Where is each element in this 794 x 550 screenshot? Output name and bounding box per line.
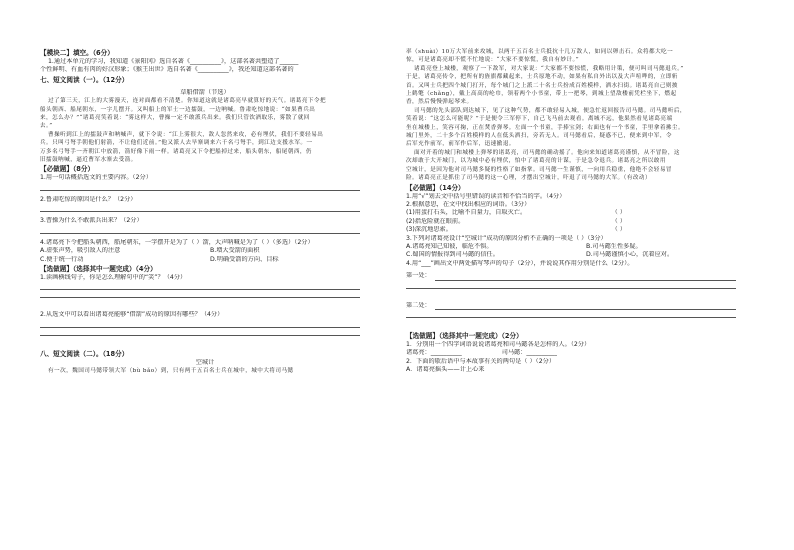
right-question-1: 1.用“√”划去文中括号里错误的读音和不恰当的字。（4分） [406, 192, 566, 200]
first-answer-row [406, 272, 736, 280]
optional-question-2: 2．下面的歇后语中与本故事有关的两句是（ ）（2分） [406, 357, 556, 365]
optional-question-1: 1．分别用一个四字词语说说诸葛亮和司马懿各是怎样的人。（2分） [406, 340, 591, 348]
second-answer-row [406, 302, 736, 310]
required2-title: 【必做题】（14分） [406, 183, 465, 192]
required1-title: 【必做题】（8分） [40, 165, 95, 174]
answer-line[interactable] [40, 211, 360, 212]
answer-line[interactable] [40, 233, 360, 234]
option-c[interactable]: C.蜀国的情报得到司马懿的信任。 [406, 251, 499, 259]
passage2-line: 城门里外，二十多个百姓模样的人在低头洒扫，旁若无人。司马懿看后，疑惑不已，便来到中军，令 [406, 133, 672, 140]
definition-text: (2)指危险就在眼前。 [406, 217, 465, 225]
right-column [406, 48, 736, 375]
right-question-4: 4.用“___”画出文中两处描写琴声的句子（2分），并说说其作用分别是什么（2分）。 [406, 259, 634, 267]
question-1: 1.用一句话概括选文的主要内容。（2分） [40, 174, 152, 182]
left-column [40, 48, 370, 376]
answer-line[interactable] [435, 274, 736, 281]
block2-title: 【模块二】填空。（6分） [40, 49, 114, 57]
answer-line[interactable] [40, 190, 360, 191]
option-b[interactable]: B.增大受箭的面积 [210, 247, 260, 255]
question-2: 2.鲁肃吃惊的原因是什么？（2分） [40, 195, 137, 203]
right-question-3: 3.下列对诸葛亮设计“空城计”成功的原因分析不正确的一项是（ ）（3分） [406, 234, 607, 242]
answer-line[interactable] [40, 335, 360, 336]
passage1-title: 草船借箭（节选） [180, 88, 230, 96]
definition-answer[interactable]: （ ） [611, 217, 626, 225]
passage2-line: 险。诸葛亮正是抓住了司马懿的这一心理，才摆出空城计，吓退了司马懿的大军。（有改动） [406, 175, 651, 182]
answer-line[interactable] [435, 303, 736, 310]
passage2-line: 惊，可是诸葛亮却不慌不忙地说：“大家不要惊慌，我自有妙计。” [406, 57, 580, 64]
passage2-line: 首。又叫士兵把四个城门打开，每个城门之上派二十名士兵扮成百姓模样，洒水扫街。诸葛亮自己则披 [406, 82, 678, 89]
answer-line[interactable] [40, 297, 360, 298]
passage1-line: 去。” [40, 123, 53, 130]
question-3: 3.曹操为什么不敢派兵出来？（2分） [40, 217, 143, 225]
passage1-line: 曹操听到江上的擂鼓声和呐喊声，就下令说：“江上雾很大，敌人忽然来攻，必有埋伏，我们不要轻易出 [48, 131, 324, 138]
passage2-line: 司马懿的先头部队到达城下，见了这种气势，都不敢轻易入城，便急忙返回报告司马懿。司马懿听后， [414, 107, 686, 114]
passage1-line: 万多名弓弩手一齐朝江中放箭，箭好像下雨一样。诸葛亮又下令把船掉过来，船头朝东，船尾朝西，仍 [40, 148, 312, 155]
option-a[interactable]: A.诸葛亮知己知彼，临危不惧。 [406, 242, 493, 250]
option-c[interactable]: C.便于统一行动 [40, 255, 84, 263]
definition-answer[interactable]: （ ） [611, 209, 626, 217]
passage2-line: 后军充作前军，前军作后军，迅速撤退。 [406, 141, 515, 148]
section7-title: 七、短文阅读（一）。（12分） [40, 75, 129, 84]
answer-line[interactable] [406, 317, 736, 318]
definition-text: (3)深沉地思索。 [406, 226, 452, 234]
passage2-title: 空城计 [195, 358, 215, 366]
answer-line[interactable] [406, 288, 736, 289]
right-question-2: 2.根据意思，在文中找出相应的词语。（3分） [406, 200, 531, 208]
question-4-options-row [40, 247, 370, 255]
passage1-line: 船头朝西、船尾朝东，一字儿摆开。又叫船上的军士一边擂鼓，一边呐喊。鲁肃吃惊地说：“如果曹兵出 [40, 106, 316, 113]
passage2-line: 笑着说：“这怎么可能呢？”于是便令三军停下，自己飞马前去观看。离城不远，他果然看见诸葛亮端 [406, 116, 673, 123]
passage2-line: 诸葛亮登上城楼，观察了一下敌军，对大家说：“大家都不要惊慌，我略用计策，便可叫司马懿退兵。” [414, 65, 684, 72]
passage2-line: 率（shuài）10万大军前来攻城，以两千五百名士兵抵抗十几万敌人，如同以卵击石。众将都大吃一 [406, 49, 674, 55]
sima-answer[interactable]: 司马懿：__________ [501, 349, 558, 357]
optional1-title: 【选做题】（选择其中一题完成）（4分） [40, 264, 157, 273]
answer-line[interactable] [40, 327, 360, 328]
option-a[interactable]: A.虚张声势，吸引敌人的注意 [40, 247, 121, 255]
question-3-options-row [406, 243, 736, 251]
fill-question-1-line-a: 1.通过本单元的学习，我知道《景阳冈》选自名著《__________》，这部名著共塑造了______ [48, 58, 299, 65]
optional-question-2: 2.从选文中可以看出诸葛亮能够“借箭”成功的原因有哪些？（4分） [40, 311, 224, 319]
question-4-options-row [40, 256, 370, 264]
passage1-line: 过了第三天，江上的大雾漫天，连对面都看不清楚。你知道这就是诸葛亮早就算好的天气。诸葛亮下令把 [48, 98, 327, 105]
passage2-line: 于是，诸葛亮传令，把所有的旌旗都藏起来，士兵原地不动，如果有私自外出以及大声喧哗的，立即斩 [406, 74, 678, 81]
section8-title: 八、短文阅读（二）。（18分） [40, 349, 129, 358]
definition-row [406, 209, 626, 217]
passage2-line: 面对开着的城门和城楼上弹琴的诸葛亮，司马懿的确动摇了。他向来知道诸葛亮谨慎，从不冒险，这 [414, 149, 680, 156]
optional-question-1: 1.读画横线句子，你是怎么理解句中的“笑”？（4分） [40, 273, 187, 281]
passage1-line: 旧擂鼓呐喊，逼近曹军水寨去受箭。 [40, 157, 137, 164]
second-label: 第二处： [406, 301, 431, 309]
passage1-line: 来，怎么办？”“诸葛亮笑着说：“雾这样大，曹操一定不敢派兵出来。我们只管饮酒取乐，雾散了就回 [40, 115, 310, 122]
first-label: 第一处： [406, 272, 431, 280]
passage1-line: 兵。只叫弓弩手朝他们射箭，不让他们近前。”他又派人去旱寨调来六千名弓弩手，到江边支援水军。一 [40, 140, 313, 147]
fill-question-1-line-b: 个性鲜明、有血有肉的好汉形象；《猴王出世》选自名著《__________》，我还知道这部名著的 [40, 66, 294, 74]
zhuge-answer[interactable]: 诸葛亮：__________ [406, 349, 462, 357]
passage2-start: 有一次，魏国司马懿带领大军（bù bǎo）到，只有两千五百名士兵在城中，城中大将司马懿 [48, 368, 294, 375]
definition-answer[interactable]: （ ） [611, 226, 626, 234]
option-d[interactable]: D.明确受箭的方向、目标 [210, 255, 279, 263]
definition-row [406, 218, 626, 226]
answer-line[interactable] [40, 289, 360, 290]
passage2-line: 坐在城楼上，笑容可掬，正在焚香弹琴。左面一个书童，手捧宝剑；右面也有一个书童，手里拿着拂尘。 [406, 124, 685, 131]
optional-answer-row [406, 349, 736, 357]
passage2-line: 空城计，是因为他对司马懿多疑的性格了如指掌。司马懿一生谨慎，一向用兵稳重，他绝不会轻易冒 [406, 166, 672, 173]
question-3-options-row [406, 251, 736, 259]
option-d[interactable]: D.司马懿谨慎小心，沉着应对。 [586, 251, 674, 259]
definition-text: (1)用蛋打石头，比喻不自量力，自取灭亡。 [406, 209, 527, 217]
definition-row [406, 226, 626, 234]
option-b[interactable]: B.司马懿生性多疑。 [586, 242, 642, 250]
passage2-line: 上鹤氅（chǎng），戴上高高的纶巾，领着两个小书童，带上一把琴，到城上望敌楼前凭栏坐下，燃起 [406, 91, 677, 98]
option-a[interactable]: A．诸葛亮摇头——计上心来 [406, 366, 485, 374]
passage2-line: 次却敢于大开城门，以为城中必有埋伏，怕中了诸葛亮的计谋，于是急令退兵。诸葛亮之所以敢用 [406, 158, 666, 165]
passage2-line: 香，然后慢慢弹起琴来。 [406, 99, 473, 106]
question-4: 4.诸葛亮下令把船头朝西，船尾朝东，一字摆开是为了（ ）箭，大声呐喊是为了（ ）（多选）（2分） [40, 238, 314, 246]
optional2-title: 【选做题】（选择其中一题完成）（2分） [406, 331, 523, 340]
